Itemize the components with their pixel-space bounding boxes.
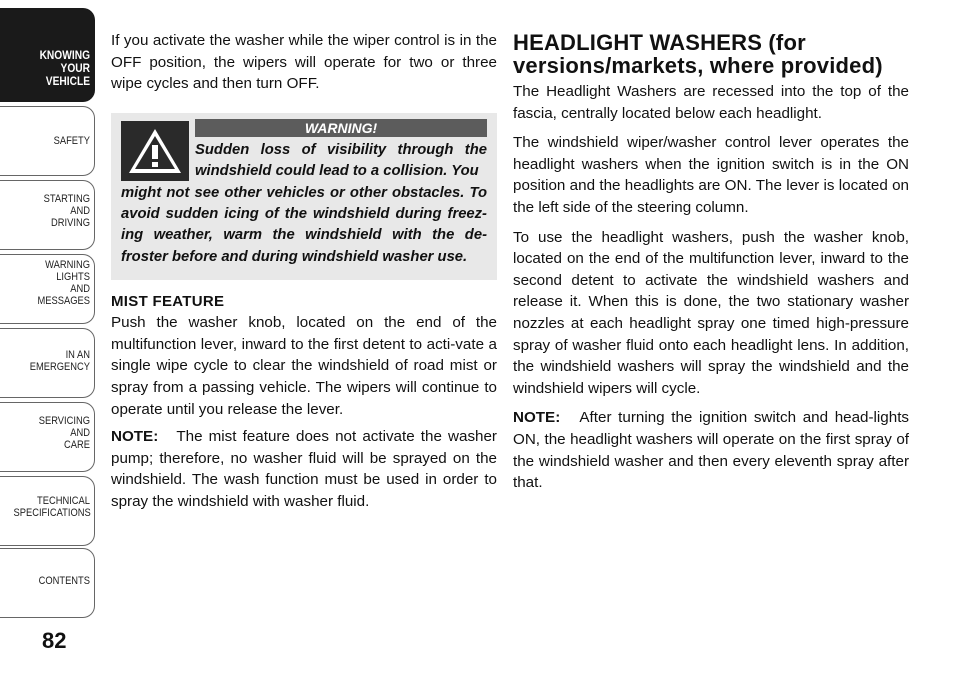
- warning-triangle-icon: [121, 121, 189, 181]
- headlight-note-paragraph: [513, 407, 909, 493]
- tab-contents[interactable]: [0, 548, 95, 618]
- headlight-washers-heading: HEADLIGHT WASHERS (for versions/markets, where provided): [513, 30, 883, 78]
- tab-label: VEHICLE: [45, 74, 90, 88]
- tab-knowing-your-vehicle[interactable]: [0, 8, 95, 102]
- tab-label: WARNING: [45, 259, 90, 271]
- warning-box: [111, 113, 497, 280]
- tab-label: AND: [70, 427, 90, 439]
- warning-header: WARNING!: [195, 119, 487, 137]
- tab-label: IN AN: [65, 349, 90, 361]
- tab-label: AND: [70, 205, 90, 217]
- tab-label: LIGHTS: [56, 271, 90, 283]
- headlight-paragraph-1: The Headlight Washers are recessed into the top of the fascia, centrally located below each headlight.: [513, 83, 909, 122]
- tab-label: SAFETY: [53, 135, 90, 147]
- note-paragraph: [111, 426, 497, 512]
- note-label: NOTE:: [513, 409, 561, 427]
- tab-label: STARTING: [43, 193, 90, 205]
- note-text: After turning the ignition switch and head-lights ON, the headlight washers will operate on the first spray of the windshield washer and then every eleventh spray after that.: [513, 409, 910, 492]
- tab-label: SERVICING: [38, 415, 90, 427]
- tab-starting-and-driving[interactable]: [0, 180, 95, 250]
- tab-warning-lights-and-messages[interactable]: [0, 254, 95, 324]
- tab-label: MESSAGES: [37, 295, 90, 307]
- tab-label: TECHNICAL: [37, 495, 90, 507]
- tab-label: CARE: [64, 439, 90, 451]
- tab-technical-specifications[interactable]: [0, 476, 95, 546]
- page-number: 82: [42, 628, 67, 653]
- tab-label: YOUR: [60, 61, 90, 75]
- right-column: [513, 32, 909, 502]
- warning-text-indented: Sudden loss of visibility through the windshield could lead to a collision. You: [195, 141, 487, 180]
- headlight-paragraph-2: The windshield wiper/washer control lever operates the headlight washers when the ignition switch is in the ON position and the headlights are ON. The lever is located on the left side of the steering column.: [513, 134, 909, 216]
- warning-text-body: might not see other vehicles or other obstacles. To avoid sudden icing of the windshield during freez-ing weather, warm the windshield with the de-froster before and during windshield washer use.: [121, 184, 487, 265]
- headlight-paragraph-3: To use the headlight washers, push the washer knob, located on the end of the multifunction lever, inward to the second detent to activate the windshield washers and release it. When this is done, the two stationary washer nozzles at each headlight spray one timed high-pressure spray of washer fluid onto each headlight lens. In addition, the windshield washers will spray the windshield and the windshield wipers will cycle.: [513, 228, 909, 397]
- tab-label: CONTENTS: [38, 575, 90, 587]
- left-column: [111, 30, 497, 513]
- mist-feature-heading: MIST FEATURE: [111, 293, 225, 311]
- tab-label: SPECIFICATIONS: [13, 507, 91, 519]
- tab-safety[interactable]: [0, 106, 95, 176]
- tab-label: DRIVING: [51, 217, 90, 229]
- intro-paragraph: If you activate the washer while the wiper control is in the OFF position, the wipers will operate for two or three wipe cycles and then turn OFF.: [111, 32, 497, 93]
- tab-servicing-and-care[interactable]: [0, 402, 95, 472]
- tab-label: AND: [70, 283, 90, 295]
- tab-label: EMERGENCY: [29, 361, 90, 373]
- tab-in-an-emergency[interactable]: [0, 328, 95, 398]
- note-label: NOTE:: [111, 428, 159, 446]
- mist-feature-paragraph: Push the washer knob, located on the end of the multifunction lever, inward to the first detent to acti-vate a single wipe cycle to clear the windshield of road mist or spray from a passing vehicle. The wipers will continue to operate until you release the lever.: [111, 314, 497, 418]
- note-text: The mist feature does not activate the washer pump; therefore, no washer fluid will be sprayed on the windshield. The wash function must be used in order to spray the windshield with washer fluid.: [111, 428, 497, 510]
- tab-label: KNOWING: [39, 48, 90, 62]
- sidebar-nav: [0, 0, 98, 610]
